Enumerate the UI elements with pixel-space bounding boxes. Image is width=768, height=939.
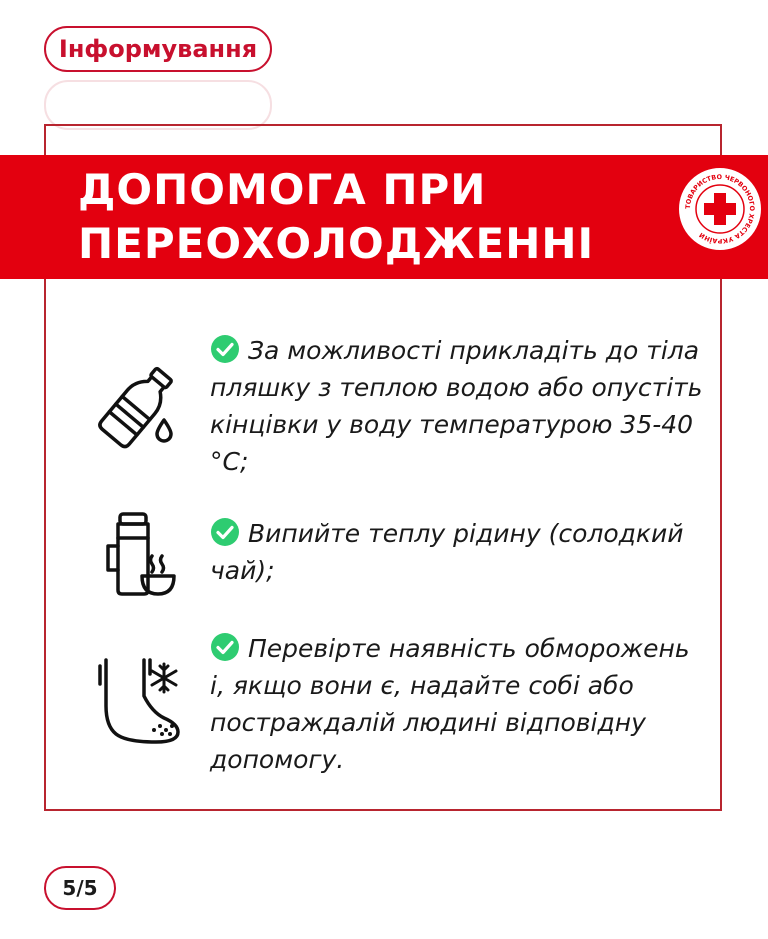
frostbite-foot-icon (96, 656, 184, 746)
list-item (210, 515, 710, 589)
check-icon (210, 517, 240, 547)
red-cross-emblem (676, 165, 764, 253)
page-indicator: 5/5 (44, 866, 116, 910)
thermos-cup-icon (98, 512, 178, 596)
emblem-ring-text: ТОВАРИСТВО ЧЕРВОНОГО ХРЕСТА УКРАЇНИ (683, 172, 757, 246)
decorative-ghost-tag (44, 80, 272, 130)
category-tag: Інформування (44, 26, 272, 72)
list-item (210, 630, 710, 778)
page-title (78, 163, 594, 271)
item-text: Випийте теплу рідину (солодкий чай); (210, 519, 684, 585)
list-item (210, 332, 710, 480)
item-text: Перевірте наявність обморожень і, якщо вони є, надайте собі або постраждалій людині відповідну допомогу. (210, 634, 690, 774)
title-line-2: ПЕРЕОХОЛОДЖЕННІ (78, 219, 595, 268)
water-bottle-icon (90, 362, 182, 454)
item-text: За можливості прикладіть до тіла пляшку з теплою водою або опустіть кінцівки у воду температурою 35-40 °С; (210, 336, 703, 476)
title-line-1: ДОПОМОГА ПРИ (78, 165, 487, 214)
check-icon (210, 334, 240, 364)
check-icon (210, 632, 240, 662)
